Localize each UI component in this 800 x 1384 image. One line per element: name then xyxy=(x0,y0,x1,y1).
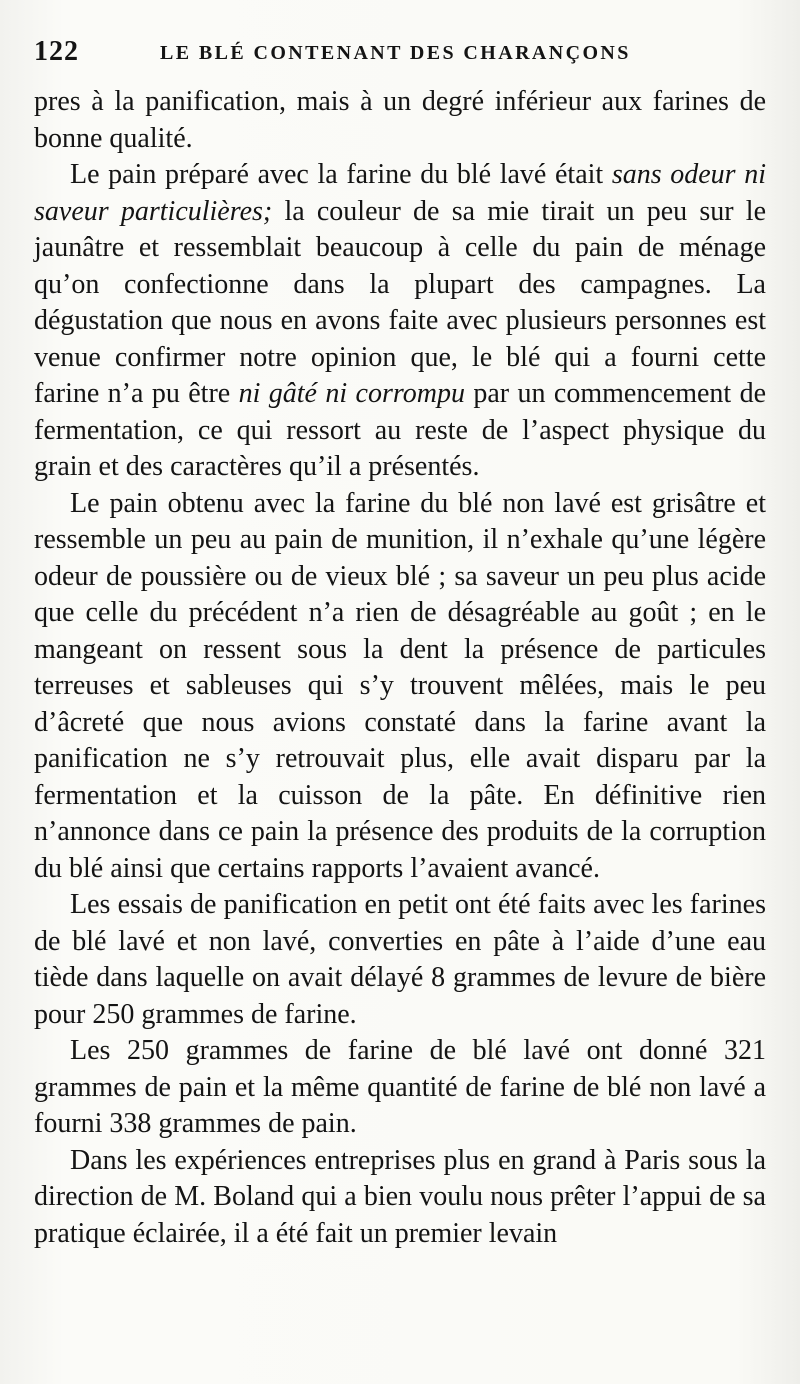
paragraph-4 xyxy=(34,887,766,1033)
running-title: LE BLÉ CONTENANT DES CHARANÇONS xyxy=(160,42,631,64)
page-header xyxy=(30,36,770,76)
body-text xyxy=(34,84,766,1252)
paragraph-2-text-c: la couleur de sa mie tirait un peu sur le jaunâtre et ressemblait beaucoup à celle du pain de ménage qu’on confectionne dans la plupart des campagnes. La dégustation que nous en avons faite avec plusieurs personnes est venue confirmer notre opinion que, le blé qui a fourni cette farine n’a pu être xyxy=(34,195,766,409)
paragraph-5-text: Les 250 grammes de farine de blé lavé ont donné 321 grammes de pain et la même quantité de farine de blé non lavé a fourni 338 grammes de pain. xyxy=(34,1035,766,1139)
paragraph-3 xyxy=(34,486,766,888)
paragraph-2-text-a: Le pain préparé avec la farine du blé lavé était xyxy=(70,159,612,190)
paragraph-2 xyxy=(34,157,766,486)
paragraph-2-italic-a: sans odeur ni saveur particulières; xyxy=(34,159,766,227)
page-number: 122 xyxy=(34,36,79,67)
paragraph-6-text: Dans les expériences entreprises plus en grand à Paris sous la direction de M. Boland qui a bien voulu nous prêter l’appui de sa pratique éclairée, il a été fait un premier levain xyxy=(34,1144,766,1249)
paragraph-1 xyxy=(34,84,766,157)
paragraph-1-text: pres à la panification, mais à un degré inférieur aux farines de bonne qualité. xyxy=(34,86,766,154)
paragraph-2-italic-b: ni gâté ni corrompu xyxy=(238,378,465,409)
paragraph-2-text-e: par un commencement de fermentation, ce qui ressort au reste de l’aspect physique du grain et des caractères qu’il a présentés. xyxy=(34,378,767,482)
paragraph-4-text: Les essais de panification en petit ont été faits avec les farines de blé lavé et non lavé, converties en pâte à l’aide d’une eau tiède dans laquelle on avait délayé 8 grammes de levure de bière pour 250 grammes de farine. xyxy=(34,889,766,1030)
paragraph-5 xyxy=(34,1033,766,1143)
paragraph-3-text: Le pain obtenu avec la farine du blé non lavé est grisâtre et ressemble un peu au pain de munition, il n’exhale qu’une légère odeur de poussière ou de vieux blé ; sa saveur un peu plus acide que celle du précédent n’a rien de désagréable au goût ; en le mangeant on ressent sous la dent la présence de particules terreuses et sableuses qui s’y trouvent mêlées, mais le peu d’âcreté que nous avions constaté dans la farine avant la panification ne s’y retrouvait plus, elle avait disparu par la fermentation et la cuisson de la pâte. En définitive rien n’annonce dans ce pain la présence des produits de la corruption du blé ainsi que certains rapports l’avaient avancé. xyxy=(34,487,766,884)
paragraph-6 xyxy=(34,1143,766,1253)
